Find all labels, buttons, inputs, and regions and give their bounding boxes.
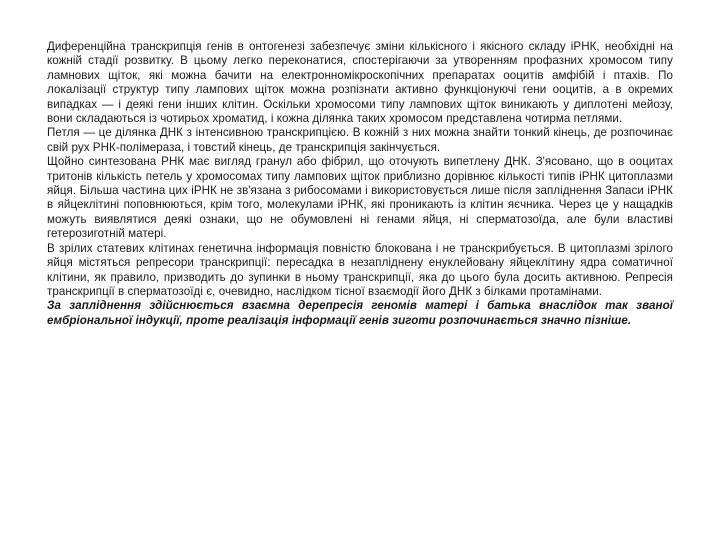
paragraph-loop-definition: Петля — це ділянка ДНК з інтенсивною транскрипцією. В кожній з них можна знайти тонкий кінець, де розпочинає свій рух РНК-полімераза, і товстий кінець, де транскрипція закінчується. (47, 126, 673, 154)
paragraph-mature-cells: В зрілих статевих клітинах генетична інформація повністю блокована і не транскрибується. В цитоплазмі зрілого яйця містяться репресори транскрипції: пересадка в незапліднену енуклейовану яйцеклітину ядра соматичної клітини, як правило, призводить до зупинки в ньому транскрипції, яка до цього була досить активною. Репресія транскрипції в сперматозоїді є, очевидно, наслідком тісної взаємодії його ДНК з білками протамінами. (47, 241, 673, 298)
paragraph-synthesized-rna: Щойно синтезована РНК має вигляд гранул або фібрил, що оточують випетлену ДНК. З'ясовано, що в ооцитах тритонів кількість петель у хромосомах типу лампових щіток приблизно дорівнює кількості типів іРНК цитоплазми яйця. Більша частина цих іРНК не зв'язана з рибосомами і використовується лише після запліднення Запаси іРНК в яйцеклітині поповнюються, крім того, молекулами іРНК, які проникають із клітин яєчника. Через це у нащадків можуть виявлятися деякі ознаки, що не обумовлені ні генами яйця, ні сперматозоїда, але були властиві гетерозиготній матері. (47, 155, 673, 241)
body-text (47, 40, 673, 328)
paragraph-fertilization-conclusion: За запліднення здійснюється взаємна дерепресія геномів матері і батька внаслідок так званої ембріональної індукції, проте реалізація інформації генів зиготи розпочинається значно пізніше. (47, 299, 673, 327)
paragraph-differential-transcription: Диференційна транскрипція генів в онтогенезі забезпечує зміни кількісного і якісного складу іРНК, необхідні на кожній стадії розвитку. В цьому легко переконатися, спостерігаючи за утворенням профазних хромосом типу ламнових щіток, які можна бачити на електронномікроскопічних препаратах ооцитів амфібій і птахів. По локалізації структур типу лампових щіток можна розпізнати активно функціонуючі гени ооцитів, а в окремих випадках — і деякі гени інших клітин. Оскільки хромосоми типу лампових щіток виникають у диплотені мейозу, вони складаються із чотирьох хроматид, і кожна ділянка таких хромосом представлена чотирма петлями. (47, 40, 673, 126)
